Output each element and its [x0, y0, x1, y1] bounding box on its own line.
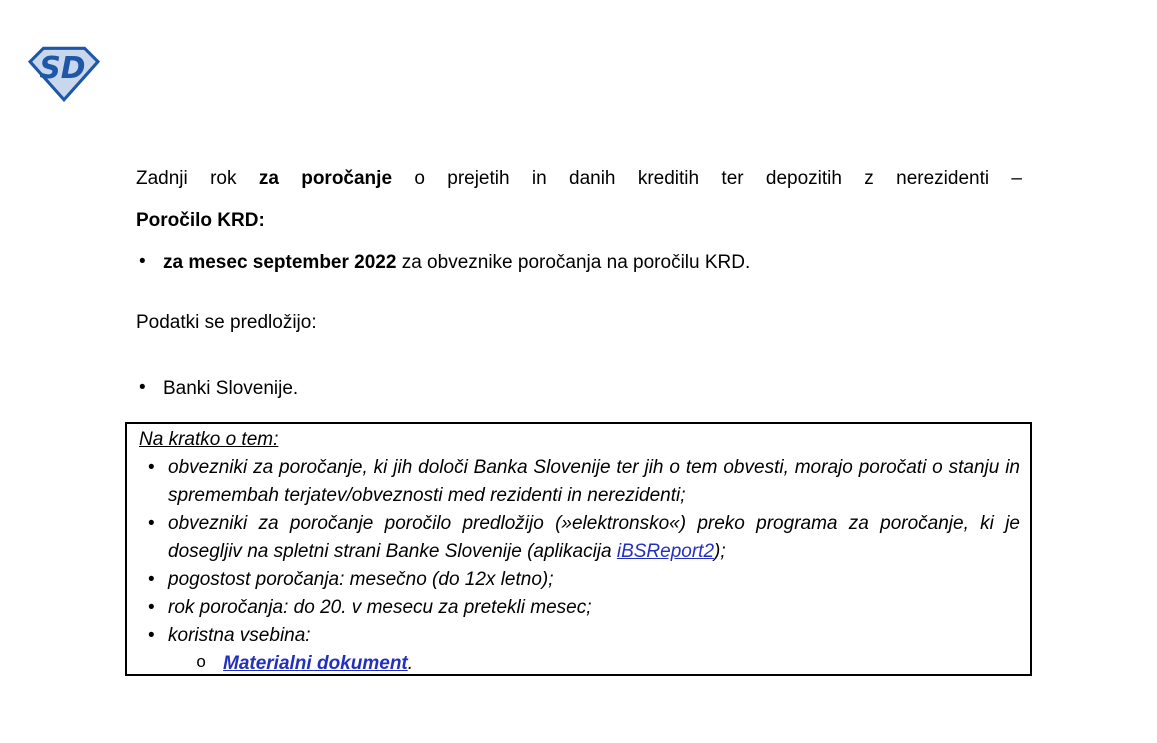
deadline-bullet-rest: za obveznike poročanja na poročilu KRD. [396, 252, 751, 273]
material-document-link[interactable]: Materialni dokument [223, 653, 408, 674]
intro-line2-title: Poročilo KRD: [136, 210, 265, 231]
info-bullet-deadline-text: rok poročanja: do 20. v mesecu za pretekli mesec; [168, 597, 592, 618]
info-box-title: Na kratko o tem: [139, 429, 279, 450]
info-bullet-obligors [139, 454, 1020, 510]
bullet-disc-icon: • [139, 377, 146, 398]
info-bullet-frequency [139, 566, 1020, 594]
sd-logo-letters: SD [39, 51, 86, 87]
bullet-disc-icon: • [148, 569, 155, 590]
bullet-circle-icon: o [196, 654, 207, 673]
bullet-disc-icon: • [148, 513, 155, 534]
info-bullet-useful-content [139, 622, 1020, 650]
sd-shield-icon [28, 44, 100, 102]
info-box [125, 422, 1032, 676]
ibsreport2-link[interactable]: iBSReport2 [616, 541, 715, 562]
bullet-disc-icon: • [139, 251, 146, 272]
info-bullet-useful-content-text: koristna vsebina: [168, 625, 311, 646]
intro-line1 [136, 168, 1022, 190]
submission-heading: Podatki se predložijo: [136, 312, 317, 333]
deadline-bullet-item [136, 252, 1022, 274]
info-bullet-submission-pre: obvezniki za poročanje poročilo predložijo (»elektronsko«) preko programa za poročanje, ki je dosegljiv na spletni strani Banke Slovenije (aplikacija [168, 513, 1020, 562]
submission-bullet-item [136, 378, 1022, 400]
bullet-disc-icon: • [148, 597, 155, 618]
info-bullet-submission-post: ); [714, 541, 726, 562]
submission-bullet-text: Banki Slovenije. [163, 378, 299, 399]
intro-line1-bold: za poročanje [258, 168, 393, 189]
main-content [136, 168, 1022, 399]
intro-line1-post: o prejetih in danih kreditih ter depozitih z nerezidenti – [392, 168, 1022, 189]
sd-logo [28, 44, 100, 102]
info-bullet-submission [139, 510, 1020, 566]
bullet-disc-icon: • [148, 625, 155, 646]
info-sub-bullet-material [139, 650, 1020, 678]
info-bullet-deadline [139, 594, 1020, 622]
intro-line1-pre: Zadnji rok [136, 168, 259, 189]
bullet-disc-icon: • [148, 457, 155, 478]
info-sub-bullet-period: . [407, 653, 414, 674]
info-bullet-obligors-text: obvezniki za poročanje, ki jih določi Banka Slovenije ter jih o tem obvesti, morajo poročati o stanju in spremembah terjatev/obveznosti med rezidenti in nerezidenti; [168, 457, 1020, 506]
info-bullet-frequency-text: pogostost poročanja: mesečno (do 12x letno); [168, 569, 554, 590]
deadline-bullet-bold: za mesec september 2022 [163, 252, 397, 273]
